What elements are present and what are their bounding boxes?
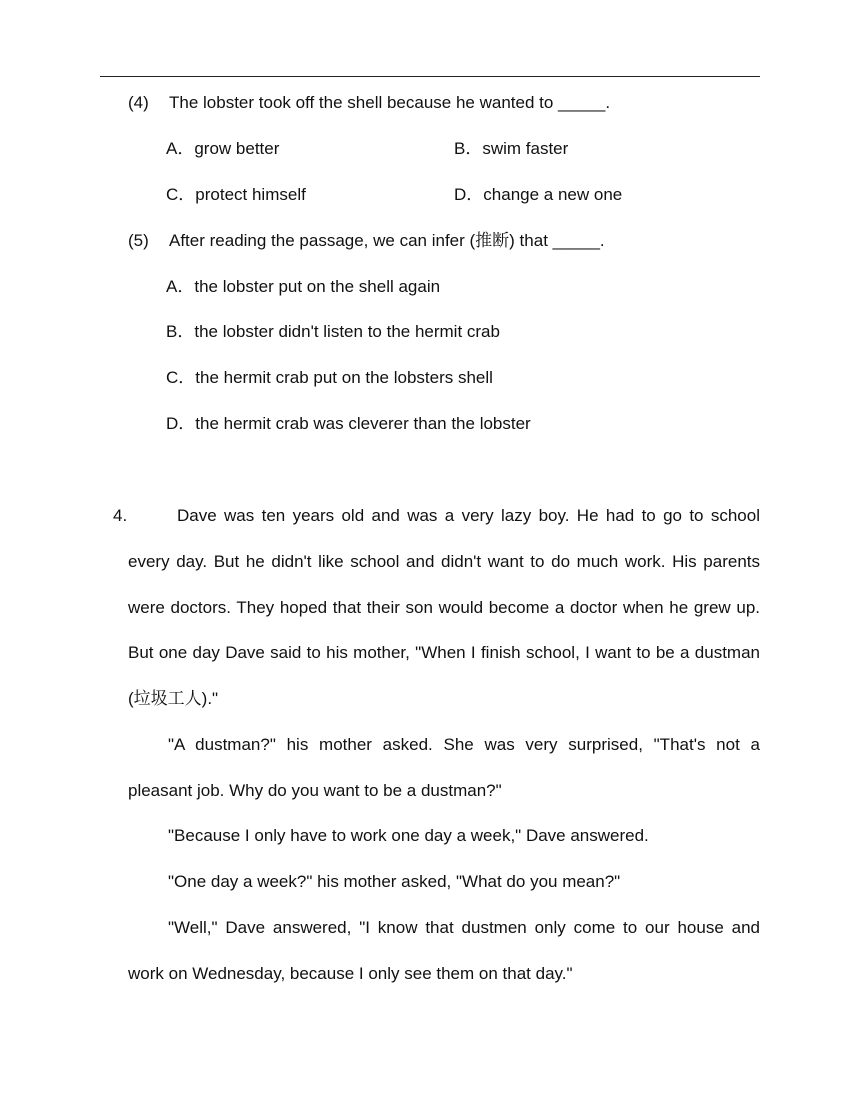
option-text: grow better bbox=[194, 139, 280, 158]
option-text: the hermit crab was cleverer than the lobster bbox=[195, 414, 531, 433]
header-rule bbox=[100, 76, 760, 77]
question-number: (5) bbox=[128, 231, 149, 250]
option-text: protect himself bbox=[195, 185, 306, 204]
question-4-stem bbox=[128, 92, 610, 114]
passage-number: 4. bbox=[113, 506, 128, 525]
passage-paragraph: "One day a week?" his mother asked, "What do you mean?" bbox=[168, 872, 621, 891]
option-letter: B． bbox=[166, 322, 195, 341]
passage-paragraph: "Well," Dave answered, "I know that dustmen only come to our house and work on Wednesday, because I only see them on that day." bbox=[128, 918, 760, 983]
option-text: the lobster put on the shell again bbox=[194, 277, 441, 296]
option-d bbox=[166, 413, 531, 435]
option-text: swim faster bbox=[482, 139, 569, 158]
option-text: change a new one bbox=[483, 185, 623, 204]
option-letter: C． bbox=[166, 368, 196, 387]
passage-paragraph: "Because I only have to work one day a week," Dave answered. bbox=[168, 826, 649, 845]
option-a bbox=[166, 276, 440, 298]
option-c bbox=[166, 184, 306, 206]
option-a bbox=[166, 138, 279, 160]
option-text: the lobster didn't listen to the hermit crab bbox=[194, 322, 500, 341]
option-b bbox=[166, 321, 500, 343]
question-5-stem bbox=[128, 230, 605, 252]
option-d bbox=[454, 184, 622, 206]
passage-paragraph: "A dustman?" his mother asked. She was very surprised, "That's not a pleasant job. Why do you want to be a dustman?" bbox=[128, 735, 760, 800]
option-letter: A． bbox=[166, 139, 195, 158]
question-number: (4) bbox=[128, 93, 149, 112]
option-b bbox=[454, 138, 568, 160]
question-text: The lobster took off the shell because he wanted to _____. bbox=[169, 93, 611, 112]
option-letter: A． bbox=[166, 277, 195, 296]
option-letter: C． bbox=[166, 185, 196, 204]
option-c bbox=[166, 367, 493, 389]
passage-paragraph: Dave was ten years old and was a very lazy boy. He had to go to school every day. But he didn't like school and didn't want to do much work. His parents were doctors. They hoped that their son would become a doctor when he grew up. But one day Dave said to his mother, "When I finish school, I want to be a dustman (垃圾工人)." bbox=[128, 506, 760, 709]
option-letter: D． bbox=[454, 185, 484, 204]
option-letter: D． bbox=[166, 414, 196, 433]
option-letter: B． bbox=[454, 139, 483, 158]
option-text: the hermit crab put on the lobsters shell bbox=[195, 368, 493, 387]
question-text: After reading the passage, we can infer (推断) that _____. bbox=[169, 231, 605, 250]
